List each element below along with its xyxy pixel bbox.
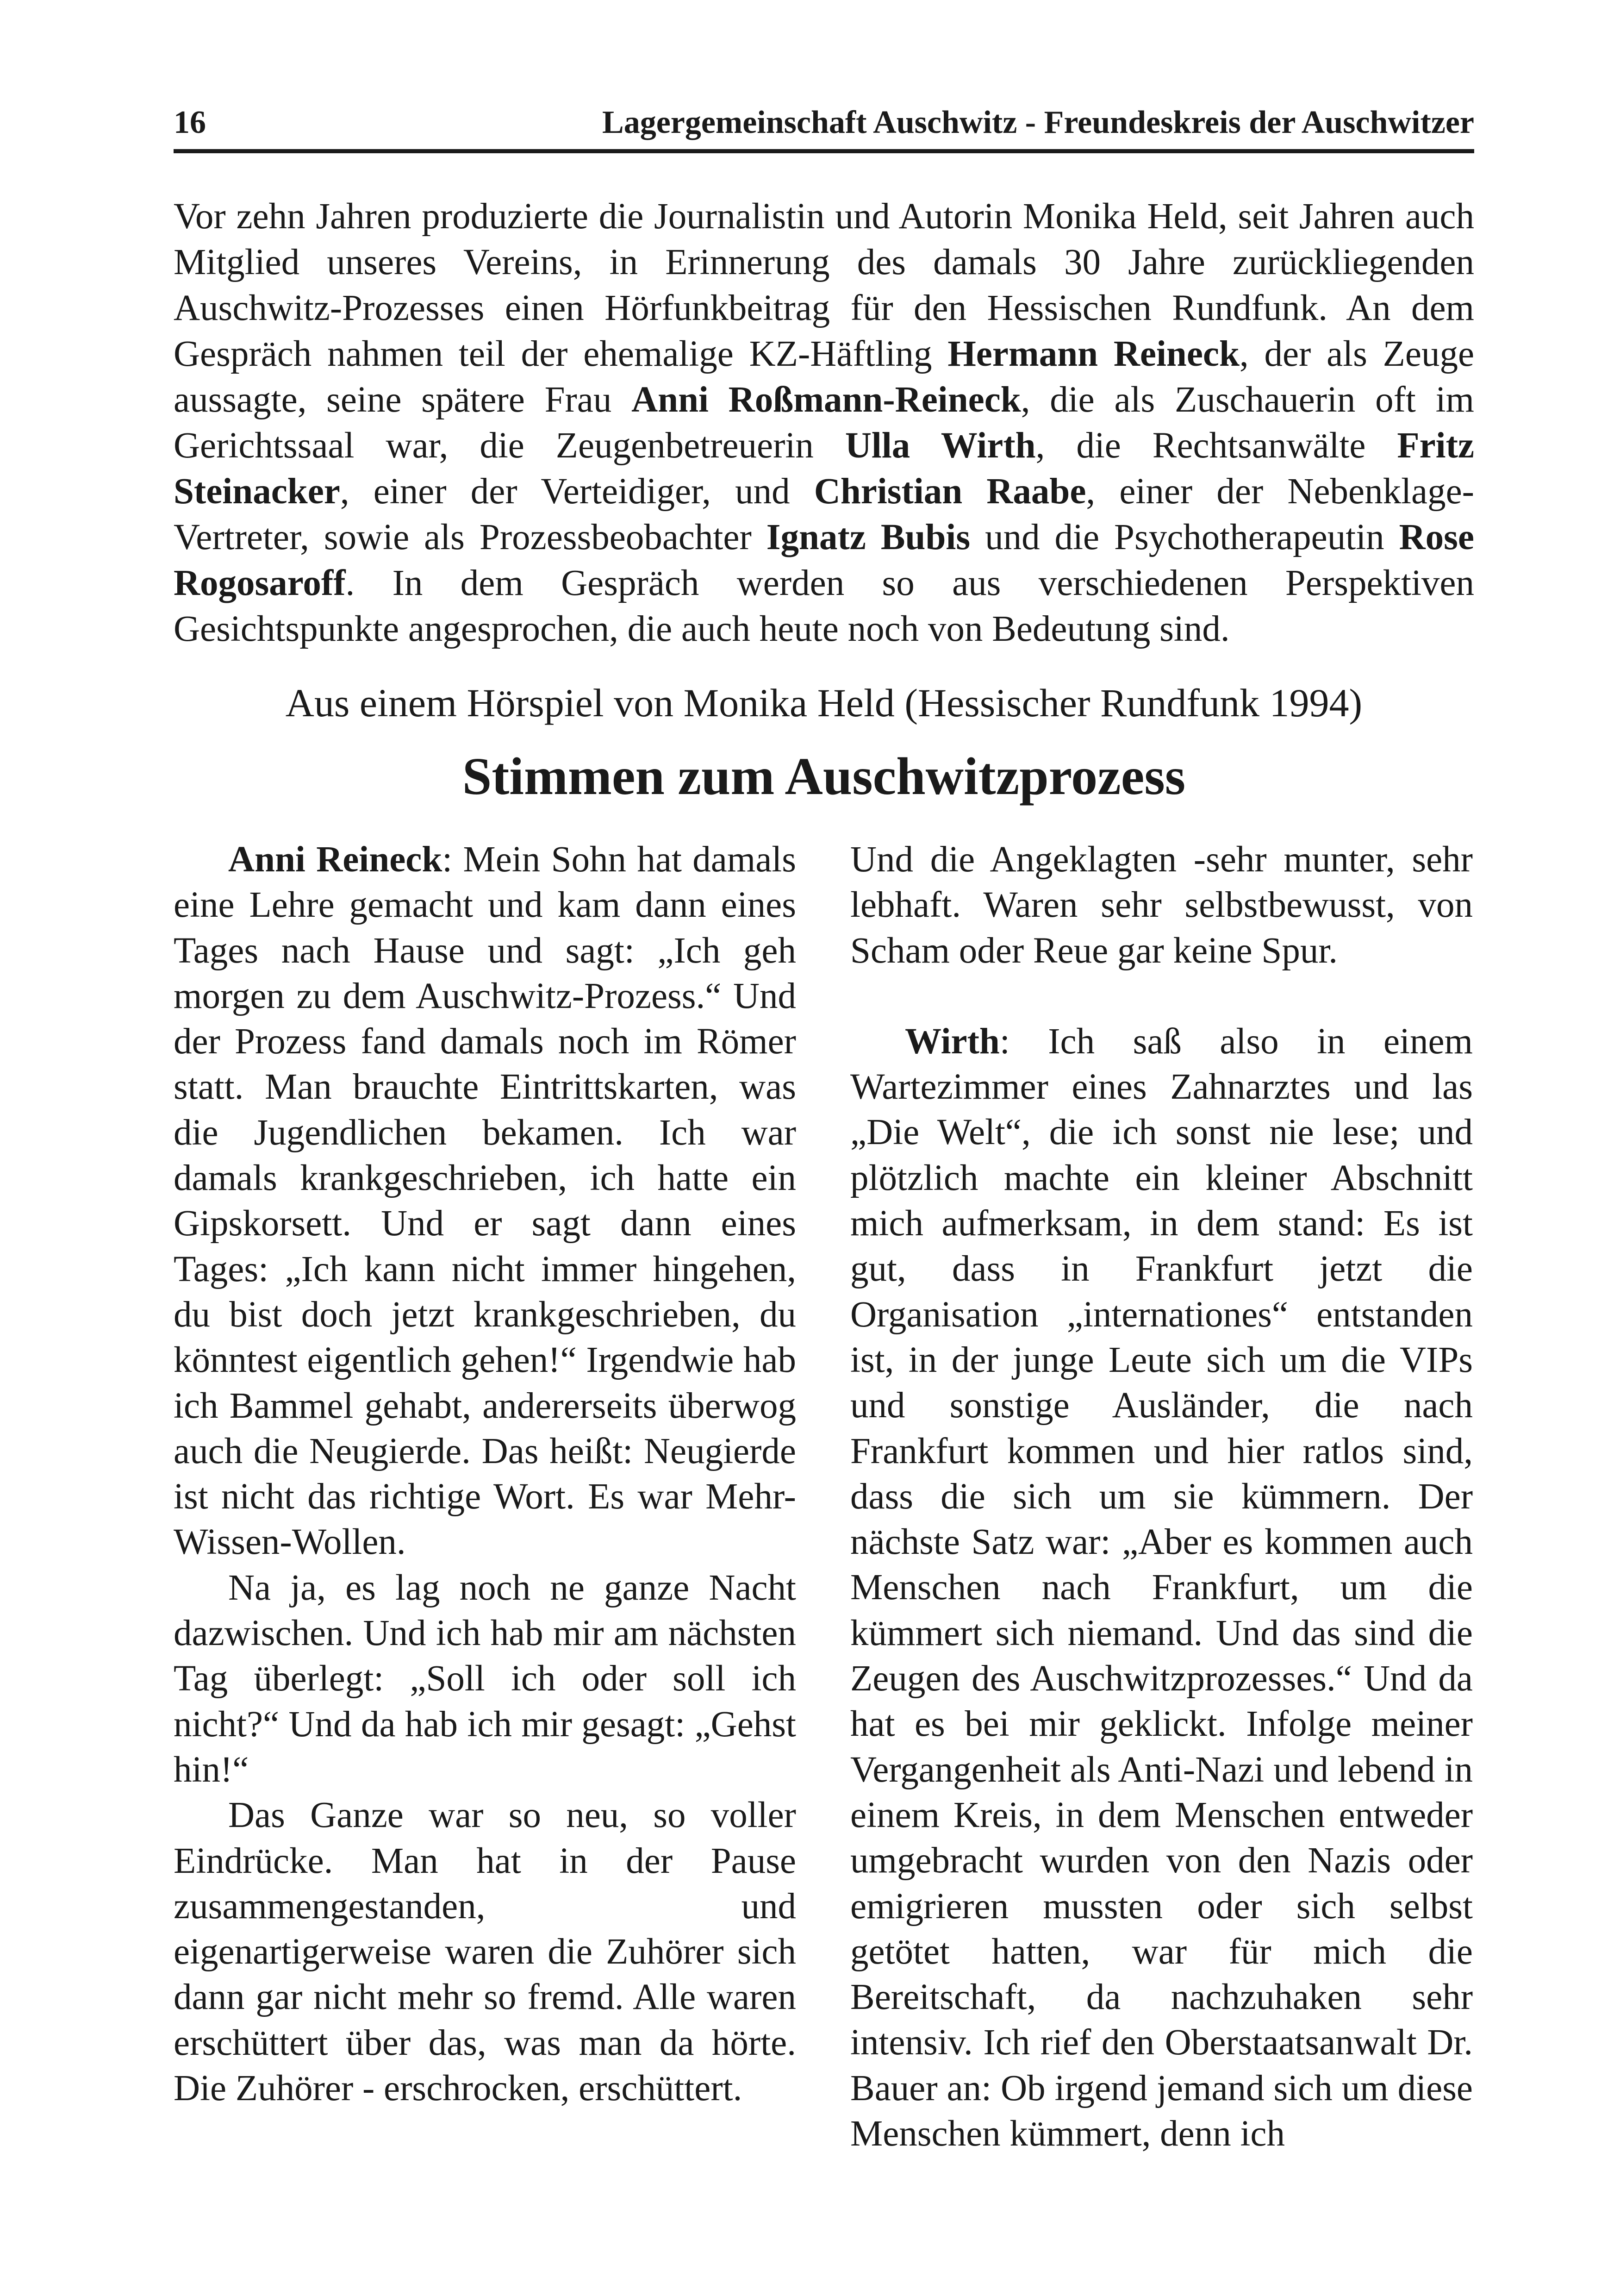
paragraph <box>850 837 1473 974</box>
speaker-name: Christian Raabe <box>814 471 1086 512</box>
speaker-name: Wirth <box>905 1021 1000 1062</box>
text-run: Das Ganze war so neu, so voller Eindrücke. Man hat in der Pause zusammengestanden, und eigenartigerweise waren die Zuhörer sich dann gar nicht mehr so fremd. Alle waren erschüttert über das, was man da hörte. Die Zuhörer - erschrocken, erschüttert. <box>174 1795 796 2109</box>
paragraph <box>850 1019 1473 2157</box>
speaker-name: Hermann Reineck <box>947 334 1240 374</box>
subtitle: Aus einem Hörspiel von Monika Held (Hessischer Rundfunk 1994) <box>285 681 1363 725</box>
speaker-name: Rose Rogosaroff <box>174 517 1474 603</box>
text-run: , der als Zeuge aussagte, seine spätere Frau <box>174 334 1475 420</box>
speaker-name: Fritz Steinacker <box>174 425 1474 512</box>
speaker-name: Anni Reineck <box>228 839 442 880</box>
right-column <box>850 837 1473 2157</box>
left-column <box>174 837 796 2111</box>
text-run: . In dem Gespräch werden so aus verschiedenen Perspektiven Gesichtspunkte angesprochen, die auch heute noch von Bedeutung sind. <box>174 563 1474 649</box>
paragraph <box>174 1565 796 1793</box>
paragraph <box>174 1793 796 2111</box>
text-run: , einer der Verteidiger, und <box>340 471 814 512</box>
text-run: Na ja, es lag noch ne ganze Nacht dazwischen. Und ich hab mir am nächsten Tag überlegt: „Soll ich oder soll ich nicht?“ Und da hab ich mir gesagt: „Gehst hin!“ <box>174 1567 796 1790</box>
speaker-name: Ignatz Bubis <box>766 517 971 557</box>
text-run: , die als Zuschauerin oft im Gerichtssaal war, die Zeugenbetreuerin <box>174 380 1474 466</box>
text-run: Und die Angeklagten -sehr munter, sehr lebhaft. Waren sehr selbstbewusst, von Scham oder Reue gar keine Spur. <box>850 839 1473 971</box>
page-number: 16 <box>174 105 206 140</box>
text-run: , die Rechtsanwälte <box>1035 425 1397 466</box>
text-run: Vor zehn Jahren produzierte die Journalistin und Autorin Monika Held, seit Jahren auch Mitglied unseres Vereins, in Erinnerung des damals 30 Jahre zurückliegenden Auschwitz-Prozesses einen Hörfunkbeitrag für den Hessischen Rundfunk. An dem Gespräch nahmen teil der ehemalige KZ-Häftling <box>174 196 1474 374</box>
speaker-name: Anni Roßmann-Reineck <box>631 380 1021 420</box>
text-run: : Ich saß also in einem Wartezimmer eines Zahnarztes und las „Die Welt“, die ich sonst nie lese; und plötzlich machte ein kleiner Abschnitt mich aufmerksam, in dem stand: Es ist gut, dass in Frankfurt jetzt die Organisation „internationes“ entstanden ist, in der junge Leute sich um die VIPs und sonstige Ausländer, die nach Frankfurt kommen und hier ratlos sind, dass die sich um sie kümmern. Der nächste Satz war: „Aber es kommen auch Menschen nach Frankfurt, um die kümmert sich niemand. Und das sind die Zeugen des Auschwitzprozesses.“ Und da hat es bei mir geklickt. Infolge meiner Vergangenheit als Anti-Nazi und lebend in einem Kreis, in dem Menschen entweder umgebracht wurden von den Nazis oder emigrieren mussten oder sich selbst getötet hatten, war für mich die Bereitschaft, da nachzuhaken sehr intensiv. Ich rief den Oberstaatsanwalt Dr. Bauer an: Ob irgend jemand sich um diese Menschen kümmert, denn ich <box>850 1021 1473 2154</box>
text-run: und die Psychotherapeutin <box>970 517 1399 557</box>
text-run: : Mein Sohn hat damals eine Lehre gemacht und kam dann eines Tages nach Hause und sagt: „Ich geh morgen zu dem Auschwitz-Prozess.“ Und der Prozess fand damals noch im Römer statt. Man brauchte Eintrittskarten, was die Jugendlichen bekamen. Ich war damals krankgeschrieben, ich hatte ein Gipskorsett. Und er sagt dann eines Tages: „Ich kann nicht immer hingehen, du bist doch jetzt krankgeschrieben, du könntest eigentlich gehen!“ Irgendwie hab ich Bammel gehabt, andererseits überwog auch die Neugierde. Das heißt: Neugierde ist nicht das richtige Wort. Es war Mehr-Wissen-Wollen. <box>174 839 796 1563</box>
intro-paragraph <box>174 194 1474 652</box>
publication-title: Lagergemeinschaft Auschwitz - Freundeskreis der Auschwitzer <box>602 105 1474 140</box>
header-rule <box>174 149 1474 153</box>
headline: Stimmen zum Auschwitzprozess <box>462 747 1186 806</box>
text-run: , einer der Nebenklage-Vertreter, sowie als Prozessbeobachter <box>174 471 1474 557</box>
paragraph <box>174 837 796 1565</box>
page-header <box>174 95 1474 141</box>
speaker-name: Ulla Wirth <box>845 425 1036 466</box>
